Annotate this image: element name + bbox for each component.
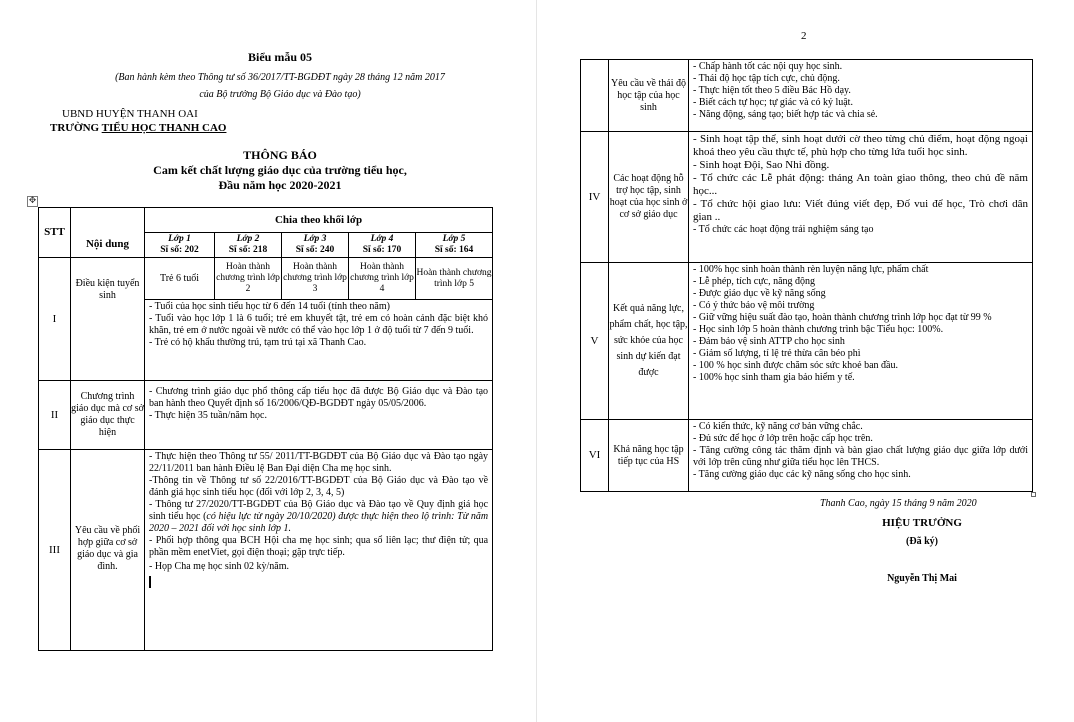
- school-line: [50, 122, 226, 135]
- row-6-label: Khả năng học tập tiếp tục của HS: [609, 420, 689, 492]
- grade-2-count: Sĩ số: 218: [228, 245, 268, 255]
- row-2-label: Chương trình giáo dục mà cơ sở giáo dục thực hiện: [71, 381, 145, 450]
- row-3-label: Yêu cầu về phối hợp giữa cơ sở giáo dục và gia đình.: [71, 450, 145, 651]
- result-item-9: - 100 % học sinh được chăm sóc sức khoẻ ban đầu.: [693, 360, 898, 371]
- row-3-stt: III: [39, 450, 71, 651]
- issued-line-1: (Ban hành kèm theo Thông tư số 36/2017/TT-BGDĐT ngày 28 tháng 12 năm 2017: [115, 72, 445, 83]
- row-2-note-1: - Chương trình giáo dục phổ thông cấp tiểu học đã được Bộ Giáo dục và Đào tạo ban hành theo Quyết định số 16/2006/QĐ-BGDĐT ngày 05/05/2006.: [149, 386, 489, 409]
- form-title: Biểu mẫu 05: [247, 50, 312, 64]
- result-item-1: - 100% học sinh hoàn thành rèn luyện năng lực, phẩm chất: [693, 264, 929, 275]
- notice-subtitle: Cam kết chất lượng giáo dục của trường tiểu học,: [153, 163, 407, 177]
- header-grade-group: Chia theo khối lớp: [145, 208, 493, 233]
- row-1-grade-1-cell: Trẻ 6 tuổi: [145, 258, 215, 300]
- grade-5-header: [416, 233, 493, 258]
- row-4-items: [689, 132, 1033, 263]
- row-1-note-2: - Tuổi vào học lớp 1 là 6 tuổi; trẻ em khuyết tật, trẻ em có hoàn cảnh đặc biệt khó khăn, trẻ em ở nước ngoài về nước có thể vào học lớp 1 ở độ tuổi từ 7 đến 9 tuổi.: [149, 313, 489, 336]
- row-5-label: Kết quả năng lực, phẩm chất, học tập, sức khỏe của học sinh dự kiến đạt được: [609, 263, 689, 420]
- grade-3-name: Lớp 3: [303, 234, 327, 244]
- signer-name: Nguyễn Thị Mai: [887, 573, 957, 584]
- row-4-label: Các hoạt động hỗ trợ học tập, sinh hoạt của học sinh ở cơ sở giáo dục: [609, 132, 689, 263]
- page-2: [537, 0, 1074, 722]
- support-item-1: - Sinh hoạt tập thể, sinh hoạt dưới cờ theo từng chủ điểm, hoạt động ngoại khoá theo yêu cầu thực tế, phù hợp cho từng lứa tuổi học sinh.: [693, 133, 1028, 158]
- issued-line-2: của Bộ trưởng Bộ Giáo dục và Đào tạo): [199, 89, 361, 100]
- row-attitude-label: Yêu cầu về thái độ học tập của học sinh: [609, 60, 689, 132]
- signed-note: (Đã ký): [906, 536, 938, 547]
- grade-1-header: [145, 233, 215, 258]
- row-3-notes: [145, 450, 493, 651]
- school-prefix: TRƯỜNG: [50, 122, 102, 134]
- row-1-notes: [145, 300, 493, 381]
- table-move-handle-icon[interactable]: ✥: [28, 196, 37, 206]
- ability-item-4: - Tăng cường giáo dục các kỹ năng sống cho học sinh.: [693, 469, 911, 480]
- row-4-stt: IV: [581, 132, 609, 263]
- row-1-stt: I: [39, 258, 71, 381]
- ability-item-3: - Tăng cường công tác thăm định và bàn giao chất lượng giáo dục giữa lớp dưới với lớp trên cũng như giữa tiểu học lên THCS.: [693, 445, 1028, 468]
- result-item-6: - Học sinh lớp 5 hoàn thành chương trình bậc Tiểu học: 100%.: [693, 324, 944, 335]
- notice-year: Đầu năm học 2020-2021: [218, 178, 342, 192]
- result-item-8: - Giảm số lượng, tỉ lệ trẻ thừa cân béo phì: [693, 348, 861, 359]
- row-6-stt: VI: [581, 420, 609, 492]
- result-item-7: - Đảm bảo vệ sinh ATTP cho học sinh: [693, 336, 845, 347]
- row-3-note-3-italic: có hiệu lực từ ngày 20/10/2020) được thực hiện theo lộ trình: Từ năm 2020 – 2021 đối với học sinh lớp 1.: [149, 511, 489, 534]
- grade-5-name: Lớp 5: [442, 234, 466, 244]
- grade-5-count: Sĩ số: 164: [434, 245, 474, 255]
- text-cursor[interactable]: [149, 576, 151, 588]
- row-3-note-3: [149, 499, 488, 535]
- attitude-item-4: - Biết cách tự học; tự giác và có kỷ luật.: [693, 97, 853, 108]
- result-item-5: - Giữ vững hiệu suất đào tạo, hoàn thành chương trình lớp học đạt từ 99 %: [693, 312, 992, 323]
- attitude-item-2: - Thái độ học tập tích cực, chủ động.: [693, 73, 840, 84]
- grade-3-header: [282, 233, 349, 258]
- notice-title: THÔNG BÁO: [243, 148, 317, 162]
- row-2-stt: II: [39, 381, 71, 450]
- result-item-3: - Được giáo dục về kỹ năng sống: [693, 288, 826, 299]
- support-item-4: - Tổ chức hội giao lưu: Viết đúng viết đẹp, Đố vui để học, Trò chơi dân gian ..: [693, 198, 1028, 223]
- attitude-item-3: - Thực hiện tốt theo 5 điều Bác Hồ dạy.: [693, 85, 851, 96]
- grade-2-name: Lớp 2: [236, 234, 260, 244]
- grade-1-name: Lớp 1: [168, 234, 191, 244]
- commitment-table: [38, 207, 493, 651]
- row-1-note-1: - Tuổi của học sinh tiểu học từ 6 đến 14 tuổi (tính theo năm): [149, 301, 390, 312]
- result-item-10: - 100% học sinh tham gia bảo hiểm y tế.: [693, 372, 855, 383]
- row-1-grade-3-cell: Hoàn thành chương trình lớp 3: [282, 258, 349, 300]
- row-1-label: Điều kiện tuyển sinh: [71, 258, 145, 381]
- row-5-items: [689, 263, 1033, 420]
- signer-title: HIỆU TRƯỞNG: [882, 517, 962, 529]
- row-1-grade-2-cell: Hoàn thành chương trình lớp 2: [215, 258, 282, 300]
- attitude-item-5: - Năng động, sáng tạo; biết hợp tác và chia sẻ.: [693, 109, 878, 120]
- row-1-grade-5-cell: Hoàn thành chương trình lớp 5: [416, 258, 493, 300]
- grade-4-count: Sĩ số: 170: [362, 245, 402, 255]
- support-item-3: - Tổ chức các Lễ phát động: tháng An toàn giao thông, theo chủ đề năm học...: [693, 172, 1028, 197]
- attitude-item-1: - Chấp hành tốt các nội quy học sinh.: [693, 61, 843, 72]
- row-3-note-4: - Phối hợp thông qua BCH Hội cha mẹ học sinh; qua sổ liên lạc; thư điện tử; qua phần mềm enetViet, gọi điện thoại; gặp trực tiếp.: [149, 535, 489, 558]
- result-item-4: - Có ý thức bảo vệ môi trường: [693, 300, 815, 311]
- row-3-note-5: - Họp Cha mẹ học sinh 02 kỳ/năm.: [149, 561, 289, 572]
- row-1-note-3: - Trẻ có hộ khẩu thường trú, tạm trú tại xã Thanh Cao.: [149, 337, 367, 348]
- row-3-note-2: -Thông tin về Thông tư số 22/2016/TT-BGDĐT của Bộ Giáo dục và Đào tạo về đánh giá học sinh tiểu học (đối với lớp 2, 3, 4, 5): [149, 475, 489, 498]
- row-2-note-2: - Thực hiện 35 tuần/năm học.: [149, 410, 267, 421]
- page-number: 2: [801, 30, 807, 42]
- grade-4-header: [349, 233, 416, 258]
- row-6-items: [689, 420, 1033, 492]
- commitment-table-continued: [580, 59, 1033, 492]
- row-3-note-1: - Thực hiện theo Thông tư 55/ 2011/TT-BGDĐT của Bộ Giáo dục và Đào tạo ngày 22/11/2011 ban hành Điều lệ Ban Đại diện Cha mẹ học sinh.: [149, 451, 489, 474]
- row-3-note-3-main: - Thông tư 27/2020/TT-BGDĐT của Bộ Giáo dục và Đào tạo về Quy định giá học sinh tiểu học (: [149, 499, 489, 522]
- authority-name: UBND HUYỆN THANH OAI: [62, 108, 198, 120]
- support-item-2: - Sinh hoạt Đội, Sao Nhi đồng.: [693, 159, 830, 171]
- table-resize-handle-icon[interactable]: [1031, 492, 1036, 497]
- grade-1-count: Sĩ số: 202: [160, 245, 199, 255]
- ability-item-1: - Có kiến thức, kỹ năng cơ bản vững chắc.: [693, 421, 863, 432]
- grade-4-name: Lớp 4: [370, 234, 394, 244]
- date-line: Thanh Cao, ngày 15 tháng 9 năm 2020: [820, 498, 977, 509]
- ability-item-2: - Đủ sức để học ở lớp trên hoặc cấp học trên.: [693, 433, 873, 444]
- row-1-grade-4-cell: Hoàn thành chương trình lớp 4: [349, 258, 416, 300]
- row-2-notes: [145, 381, 493, 450]
- header-content: Nội dung: [71, 208, 145, 258]
- row-5-stt: V: [581, 263, 609, 420]
- grade-2-header: [215, 233, 282, 258]
- support-item-5: - Tổ chức các hoạt động trải nghiệm sáng tạo: [693, 224, 874, 235]
- row-attitude-items: [689, 60, 1033, 132]
- row-attitude-stt: [581, 60, 609, 132]
- grade-3-count: Sĩ số: 240: [295, 245, 335, 255]
- header-stt: STT: [39, 208, 71, 258]
- result-item-2: - Lễ phép, tích cực, năng động: [693, 276, 816, 287]
- school-name: TIỂU HỌC THANH CAO: [101, 122, 227, 134]
